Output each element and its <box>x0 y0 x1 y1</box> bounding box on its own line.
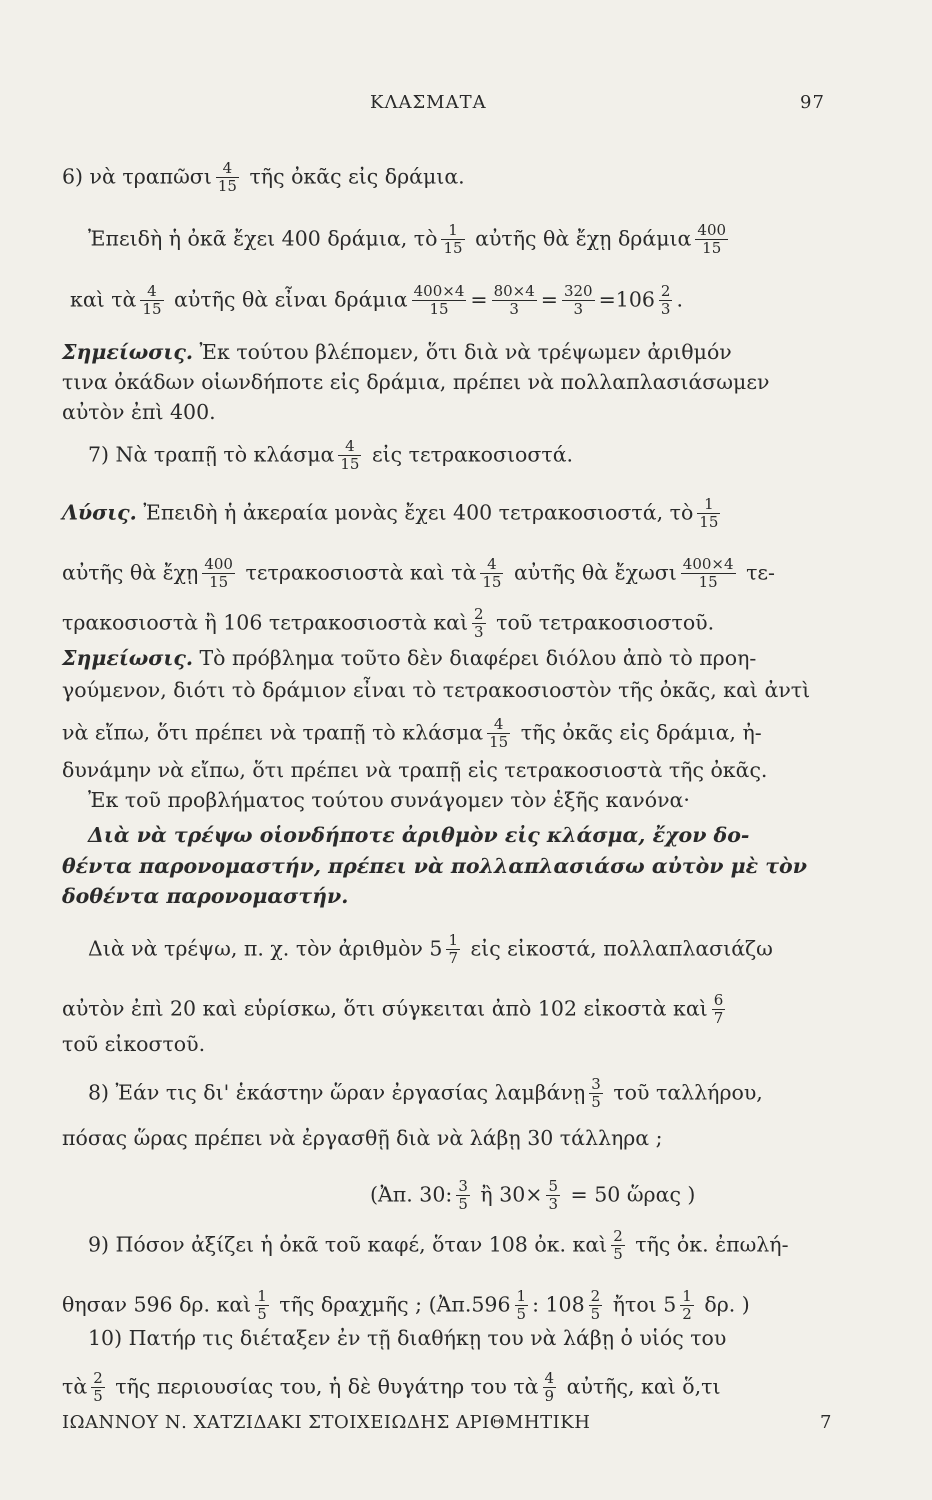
fraction: $\frac{320}{3}$ <box>563 282 593 319</box>
rule-line: δοθέντα παρονομαστήν. <box>62 884 349 908</box>
problem-8: 8) Ἐάν τις δι' ἑκάστην ὥραν ἐργασίας λαμβάνῃ $\frac{3}{5}$ τοῦ ταλλήρου, <box>88 1075 763 1112</box>
fraction: $\frac{400}{15}$ <box>204 555 233 592</box>
fraction: $\frac{80\times 4}{3}$ <box>493 282 535 319</box>
fraction: $\frac{1}{5}$ <box>257 1287 267 1324</box>
fraction: $\frac{2}{5}$ <box>590 1287 601 1324</box>
problem-6: 6) νὰ τραπῶσι $\frac{4}{15}$ τῆς ὀκᾶς εἰς δράμια. <box>62 159 465 196</box>
text-line: καὶ τὰ $\frac{4}{15}$ αὐτῆς θὰ εἶναι δράμια $\frac{400\times 4}{15}$ = $\frac{80\times 4}{3}$ = $\frac{320}{3}$ =106 $\frac{2}{3}$ . <box>70 282 683 319</box>
fraction: $\frac{1}{7}$ <box>448 931 458 968</box>
fraction: $\frac{4}{15}$ <box>340 437 360 474</box>
fraction: $\frac{400\times 4}{15}$ <box>413 282 465 319</box>
fraction: $\frac{1}{15}$ <box>443 221 463 258</box>
footer-imprint: ΙΩΑΝΝΟΥ Ν. ΧΑΤΖΙΔΑΚΙ ΣΤΟΙΧΕΙΩΔΗΣ ΑΡΙΘΜΗΤΙΚΗ <box>62 1412 591 1433</box>
example-line: Διὰ νὰ τρέψω, π. χ. τὸν ἀριθμὸν 5 $\frac{1}{7}$ εἰς εἰκοστά, πολλαπλασιάζω <box>88 931 773 968</box>
signature-mark: 7 <box>820 1412 832 1433</box>
text-line: Ἐπειδὴ ἡ ὀκᾶ ἔχει 400 δράμια, τὸ $\frac{1}{15}$ αὐτῆς θὰ ἔχῃ δράμια $\frac{400}{15}$ <box>88 221 727 258</box>
page-number: 97 <box>800 92 825 113</box>
rule-line: Διὰ νὰ τρέψω οἱονδήποτε ἀριθμὸν εἰς κλάσμα, ἔχον δο- <box>88 823 750 847</box>
text-line: αὐτῆς θὰ ἔχῃ $\frac{400}{15}$ τετρακοσιοστὰ καὶ τὰ $\frac{4}{15}$ αὐτῆς θὰ ἔχωσι $\frac{400\times 4}{15}$ τε- <box>62 555 775 592</box>
note-2: Σημείωσις. Τὸ πρόβλημα τοῦτο δὲν διαφέρει διόλου ἀπὸ τὸ προη- <box>62 646 757 670</box>
fraction: $\frac{400}{15}$ <box>697 221 727 258</box>
fraction: $\frac{1}{5}$ <box>516 1287 527 1324</box>
text-line: νὰ εἴπω, ὅτι πρέπει νὰ τραπῇ τὸ κλάσμα $\frac{4}{15}$ τῆς ὀκᾶς εἰς δράμια, ἠ- <box>62 715 762 752</box>
text-line: τινα ὀκάδων οἱωνδήποτε εἰς δράμια, πρέπει νὰ πολλαπλασιάσωμεν <box>62 370 770 394</box>
fraction: $\frac{5}{3}$ <box>548 1177 558 1214</box>
text-line: πόσας ὥρας πρέπει νὰ ἐργασθῇ διὰ νὰ λάβῃ 30 τάλληρα ; <box>62 1126 663 1150</box>
fraction: $\frac{4}{9}$ <box>544 1369 555 1406</box>
fraction: $\frac{2}{3}$ <box>660 282 671 319</box>
fraction: $\frac{1}{15}$ <box>699 495 719 532</box>
fraction: $\frac{2}{3}$ <box>474 605 484 642</box>
text-line: τὰ $\frac{2}{5}$ τῆς περιουσίας του, ἡ δὲ θυγάτηρ του τὰ $\frac{4}{9}$ αὐτῆς, καὶ ὅ,τι <box>62 1369 721 1406</box>
text-line: θησαν 596 δρ. καὶ $\frac{1}{5}$ τῆς δραχμῆς ; (Ἀπ.596 $\frac{1}{5}$ : 108 $\frac{2}{5}$ ἤτοι 5 $\frac{1}{2}$ δρ. ) <box>62 1287 750 1324</box>
text-line: Ἐκ τοῦ προβλήματος τούτου συνάγομεν τὸν ἑξῆς κανόνα· <box>88 788 690 812</box>
running-title: ΚΛΑΣΜΑΤΑ <box>370 92 487 113</box>
text-line: αὐτὸν ἐπὶ 400. <box>62 400 216 424</box>
problem-7: 7) Νὰ τραπῇ τὸ κλάσμα $\frac{4}{15}$ εἰς τετρακοσιοστά. <box>88 437 574 474</box>
fraction: $\frac{2}{5}$ <box>613 1227 623 1264</box>
fraction: $\frac{4}{15}$ <box>217 159 237 196</box>
fraction: $\frac{4}{15}$ <box>142 282 162 319</box>
problem-10: 10) Πατήρ τις διέταξεν ἐν τῇ διαθήκῃ του νὰ λάβῃ ὁ υἱός του <box>88 1326 727 1350</box>
rule-line: θέντα παρονομαστήν, πρέπει νὰ πολλαπλασιάσω αὐτὸν μὲ τὸν <box>62 854 807 878</box>
solution: Λύσις. Ἐπειδὴ ἡ ἀκεραία μονὰς ἔχει 400 τετρακοσιοστά, τὸ $\frac{1}{15}$ <box>62 495 719 532</box>
problem-9: 9) Πόσον ἀξίζει ἡ ὀκᾶ τοῦ καφέ, ὅταν 108 ὀκ. καὶ $\frac{2}{5}$ τῆς ὀκ. ἐπωλή- <box>88 1227 789 1264</box>
note-1: Σημείωσις. Ἐκ τούτου βλέπομεν, ὅτι διὰ νὰ τρέψωμεν ἀριθμόν <box>62 340 732 364</box>
fraction: $\frac{4}{15}$ <box>489 715 509 752</box>
text-line: δυνάμην νὰ εἴπω, ὅτι πρέπει νὰ τραπῇ εἰς τετρακοσιοστὰ τῆς ὀκᾶς. <box>62 758 768 782</box>
fraction: $\frac{1}{2}$ <box>682 1287 692 1324</box>
text-line: γούμενον, διότι τὸ δράμιον εἶναι τὸ τετρακοσιοστὸν τῆς ὀκᾶς, καὶ ἀντὶ <box>62 678 811 702</box>
fraction: $\frac{3}{5}$ <box>591 1075 601 1112</box>
text-line: τοῦ εἰκοστοῦ. <box>62 1032 206 1056</box>
text-line: αὐτὸν ἐπὶ 20 καὶ εὑρίσκω, ὅτι σύγκειται ἀπὸ 102 εἰκοστὰ καὶ $\frac{6}{7}$ <box>62 991 724 1028</box>
fraction: $\frac{2}{5}$ <box>93 1369 103 1406</box>
fraction: $\frac{400\times 4}{15}$ <box>682 555 734 592</box>
fraction: $\frac{3}{5}$ <box>458 1177 468 1214</box>
answer-8: (Ἀπ. 30: $\frac{3}{5}$ ἢ 30× $\frac{5}{3}$ = 50 ὥρας ) <box>370 1177 696 1214</box>
fraction: $\frac{4}{15}$ <box>482 555 502 592</box>
fraction: $\frac{6}{7}$ <box>713 991 724 1028</box>
text-line: τρακοσιοστὰ ἢ 106 τετρακοσιοστὰ καὶ $\frac{2}{3}$ τοῦ τετρακοσιοστοῦ. <box>62 605 715 642</box>
